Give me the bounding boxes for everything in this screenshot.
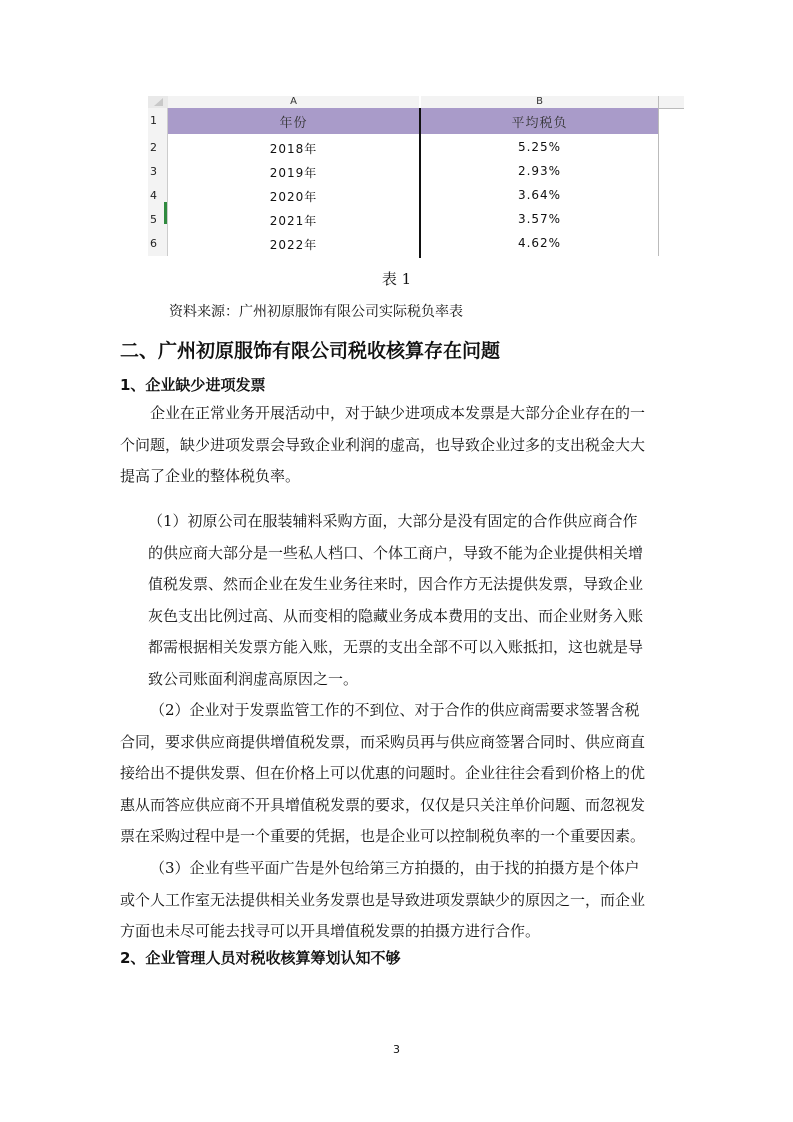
text-line: 致公司账面利润虚高原因之一。 [148, 669, 359, 688]
tax-cell: 4.62% [517, 236, 562, 250]
row-number: 3 [148, 158, 168, 182]
year-cell: 2020年 [269, 190, 318, 204]
paragraph-2 [148, 506, 678, 695]
text-line: 值税发票、然而企业在发生业务往来时，因合作方无法提供发票，导致企业 [148, 575, 644, 593]
header-cell-year: 年份 [168, 108, 419, 134]
active-row-marker [164, 202, 167, 224]
row-number: 6 [148, 230, 168, 256]
text-line: 或个人工作室无法提供相关业务发票也是导致进项发票缺少的原因之一，而企业 [120, 890, 646, 909]
paragraph-1 [120, 398, 680, 493]
paragraph-4 [120, 853, 680, 948]
text-line: 合同，要求供应商提供增值税发票，而采购员再与供应商签署合同时、供应商直 [120, 732, 646, 751]
text-line: 企业在正常业务开展活动中，对于缺少进项成本发票是大部分企业存在的一 [150, 404, 646, 422]
text-line: 方面也未尽可能去找寻可以开具增值税发票的拍摄方进行合作。 [120, 922, 541, 940]
tax-cell: 2.93% [517, 164, 562, 178]
subsection-heading-2: 2、企业管理人员对税收核算筹划认知不够 [120, 949, 401, 967]
text-line: 惠从而答应供应商不开具增值税发票的要求，仅仅是只关注单价问题、而忽视发 [120, 795, 646, 814]
sheet-right-edge [658, 96, 659, 256]
year-cell: 2022年 [269, 238, 318, 252]
column-header-a: A [168, 96, 419, 109]
text-line: 都需根据相关发票方能入账，无票的支出全部不可以入账抵扣，这也就是导 [148, 638, 644, 656]
table-caption: 表 1 [381, 270, 412, 288]
tax-cell: 3.57% [517, 212, 562, 226]
column-header-b: B [421, 96, 658, 109]
tax-cell: 5.25% [517, 140, 562, 154]
row-number: 5 [148, 206, 168, 230]
tax-cell: 3.64% [517, 188, 562, 202]
spreadsheet-table [148, 96, 684, 262]
row-number: 1 [148, 108, 168, 134]
year-cell: 2018年 [269, 142, 318, 156]
subsection-heading-1: 1、企业缺少进项发票 [120, 376, 266, 394]
row-number: 4 [148, 182, 168, 206]
column-header-empty [658, 96, 684, 109]
header-cell-tax: 平均税负 [421, 108, 658, 134]
page-number: 3 [393, 1043, 400, 1056]
text-line: 接给出不提供发票、但在价格上可以优惠的问题时。企业往往会看到价格上的优 [120, 764, 646, 782]
row-number: 2 [148, 134, 168, 158]
text-line: （2）企业对于发票监管工作的不到位、对于合作的供应商需要求签署含税 [150, 701, 640, 719]
text-line: 灰色支出比例过高、从而变相的隐藏业务成本费用的支出、而企业财务入账 [148, 606, 644, 625]
text-line: （1）初原公司在服装辅料采购方面，大部分是没有固定的合作供应商合作 [148, 512, 638, 530]
column-divider [419, 108, 421, 258]
section-heading: 二、广州初原服饰有限公司税收核算存在问题 [120, 340, 501, 362]
text-line: 个问题，缺少进项发票会导致企业利润的虚高，也导致企业过多的支出税金大大 [120, 435, 646, 454]
year-cell: 2019年 [269, 166, 318, 180]
text-line: （3）企业有些平面广告是外包给第三方拍摄的，由于找的拍摄方是个体户 [150, 859, 640, 877]
paragraph-3 [120, 695, 680, 853]
year-cell: 2021年 [269, 214, 318, 228]
data-source-note: 资料来源：广州初原服饰有限公司实际税负率表 [169, 304, 463, 320]
text-line: 票在采购过程中是一个重要的凭据，也是企业可以控制税负率的一个重要因素。 [120, 827, 646, 845]
text-line: 的供应商大部分是一些私人档口、个体工商户，导致不能为企业提供相关增 [148, 543, 644, 562]
text-line: 提高了企业的整体税负率。 [120, 467, 301, 485]
